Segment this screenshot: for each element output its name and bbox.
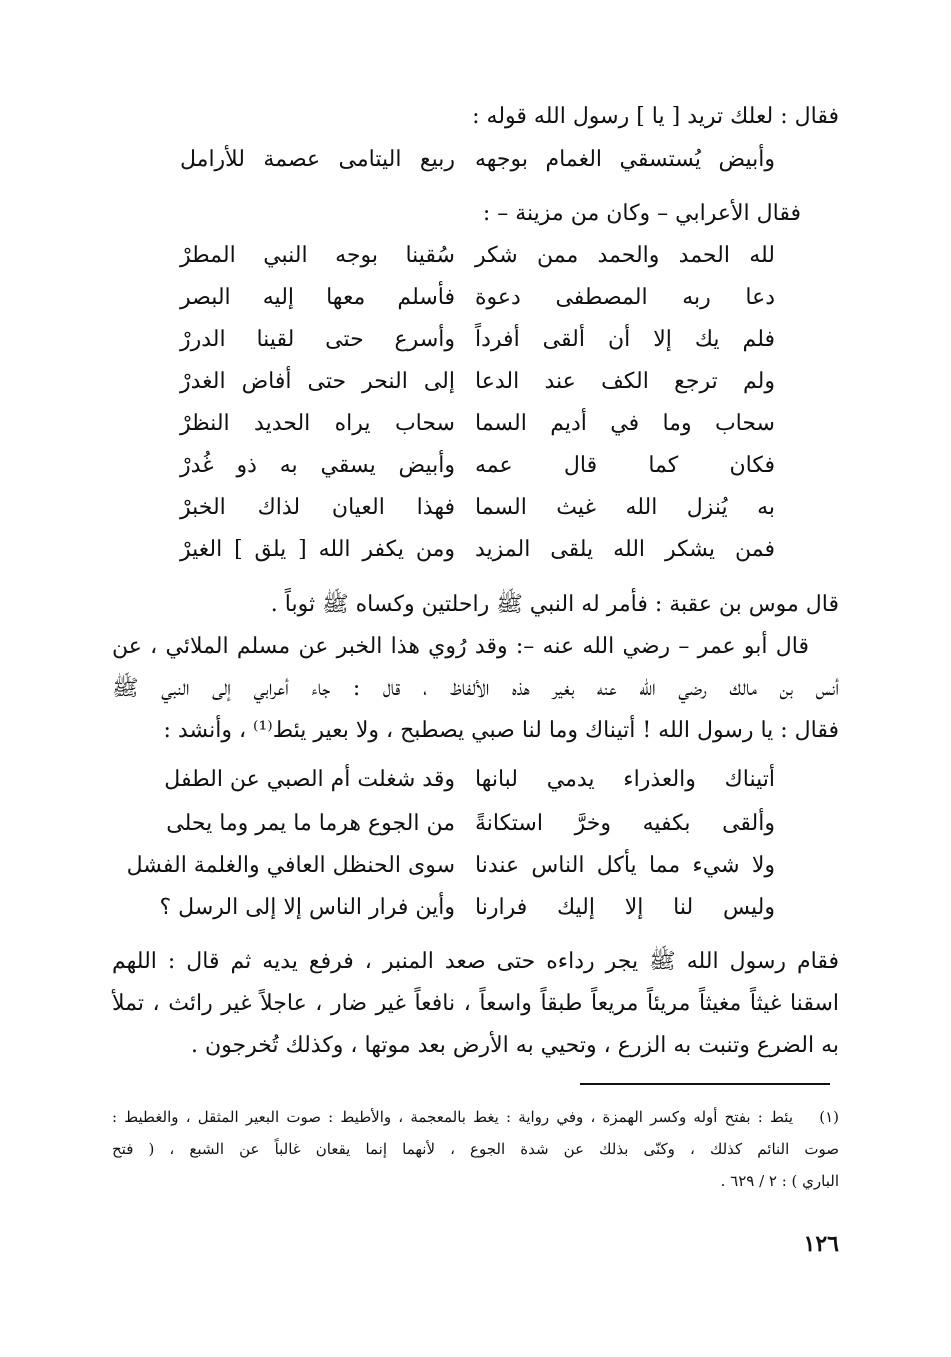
footnote-number: (١) [819,1108,839,1126]
poem1-verse-3-a: فلم يك إلا أن ألقى أفرداً [475,327,775,352]
footnote-line-1: يئط : بفتح أوله وكسر الهمزة ، وفي رواية : يغط بالمعجمة ، والأطيط : صوت البعير المثقل ، والغطيط : [112,1108,793,1126]
text-line-abu-umar: قال أبو عمر – رضي الله عنه –: وقد رُوي هذا الخبر عن مسلم الملائي ، عن [112,634,809,659]
text-line-intro: فقال : لعلك تريد [ يا ] رسول الله قوله : [472,104,839,129]
poem2-verse-1-b: وقد شغلت أم الصبي عن الطفل [164,767,455,792]
text-line-prophet-stood: فقام رسول الله ﷺ يجر رداءه حتى صعد المنبر ، فرفع يديه ثم قال : اللهم [112,949,839,974]
text-line-supplication: اسقنا غيثاً مغيثاً مريئاً مريعاً طبقاً واسعاً ، نافعاً غير ضار ، عاجلاً غير رائث ، تملأ [112,991,839,1016]
poem1-verse-7-b: فهذا العيان لذاك الخبرْ [180,495,455,520]
poem1-verse-7-a: به يُنزل الله غيث السما [475,495,775,520]
verse0-hemistich-1: وأبيض يُستسقي الغمام بوجهه [475,147,775,172]
poem1-verse-6-a: فكان كما قال عمه [475,453,775,478]
text-line-anas: أنس بن مالك رضي الله عنه بغير هذه الألفاظ ، قال : جاء أعرابي إلى النبي ﷺ [112,676,839,701]
text-line-bedouin: فقال الأعرابي – وكان من مزينة – : [482,201,801,226]
poem2-verse-2-b: من الجوع هرما ما يمر وما يحلى [166,811,455,836]
poem1-verse-2-b: فأسلم معها إليه البصر [180,285,455,310]
page-number: ١٢٦ [803,1231,839,1257]
poem1-verse-1-a: لله الحمد والحمد ممن شكر [475,243,775,268]
poem1-verse-4-b: إلى النحر حتى أفاض الغدرْ [180,369,455,394]
poem1-verse-2-a: دعا ربه المصطفى دعوة [475,285,775,310]
poem1-verse-8-a: فمن يشكر الله يلقى المزيد [475,537,775,562]
poem1-verse-6-b: وأبيض يسقي به ذو غُدرْ [180,453,455,478]
text-line-musa: قال موس بن عقبة : فأمر له النبي ﷺ راحلتين وكساه ﷺ ثوباً . [270,592,839,617]
poem2-verse-4-a: وليس لنا إلا إليك فرارنا [475,895,775,920]
poem2-verse-3-b: سوى الحنظل العافي والغلمة الفشل [126,853,455,878]
poem1-verse-5-a: سحاب وما في أديم السما [475,411,775,436]
poem1-verse-5-b: سحاب يراه الحديد النظرْ [180,411,455,436]
text-line-supplication-end: به الضرع وتنبت به الزرع ، وتحيي به الأرض بعد موتها ، وكذلك تُخرجون . [190,1033,839,1058]
poem2-verse-3-a: ولا شيء مما يأكل الناس عندنا [475,853,775,878]
footnote-line-2: صوت النائم كذلك ، وكنّى بذلك عن شدة الجوع ، لأنهما إنما يقعان غالباً عن الشبع ، ( فتح [112,1140,839,1158]
poem2-verse-1-a: أتيناك والعذراء يدمي لبانها [475,767,775,792]
poem1-verse-3-b: وأسرع حتى لقينا الدررْ [180,327,455,352]
poem1-verse-8-b: ومن يكفر الله [ يلق ] الغيرْ [180,537,455,562]
poem2-verse-2-a: وألقى بكفيه وخرَّ استكانةً [475,811,775,836]
poem1-verse-1-b: سُقينا بوجه النبي المطرْ [180,243,455,268]
footnote-line-3: الباري ) : ٢ / ٦٢٩ . [720,1172,839,1190]
text-line-bedouin-speech: فقال : يا رسول الله ! أتيناك وما لنا صبي يصطبح ، ولا بعير يئط⁽¹⁾ ، وأنشد : [163,718,839,743]
verse0-hemistich-2: ربيع اليتامى عصمة للأرامل [180,147,455,172]
footnote-separator [580,1083,830,1085]
poem1-verse-4-a: ولم ترجع الكف عند الدعا [475,369,775,394]
poem2-verse-4-b: وأين فرار الناس إلا إلى الرسل ؟ [159,895,455,920]
